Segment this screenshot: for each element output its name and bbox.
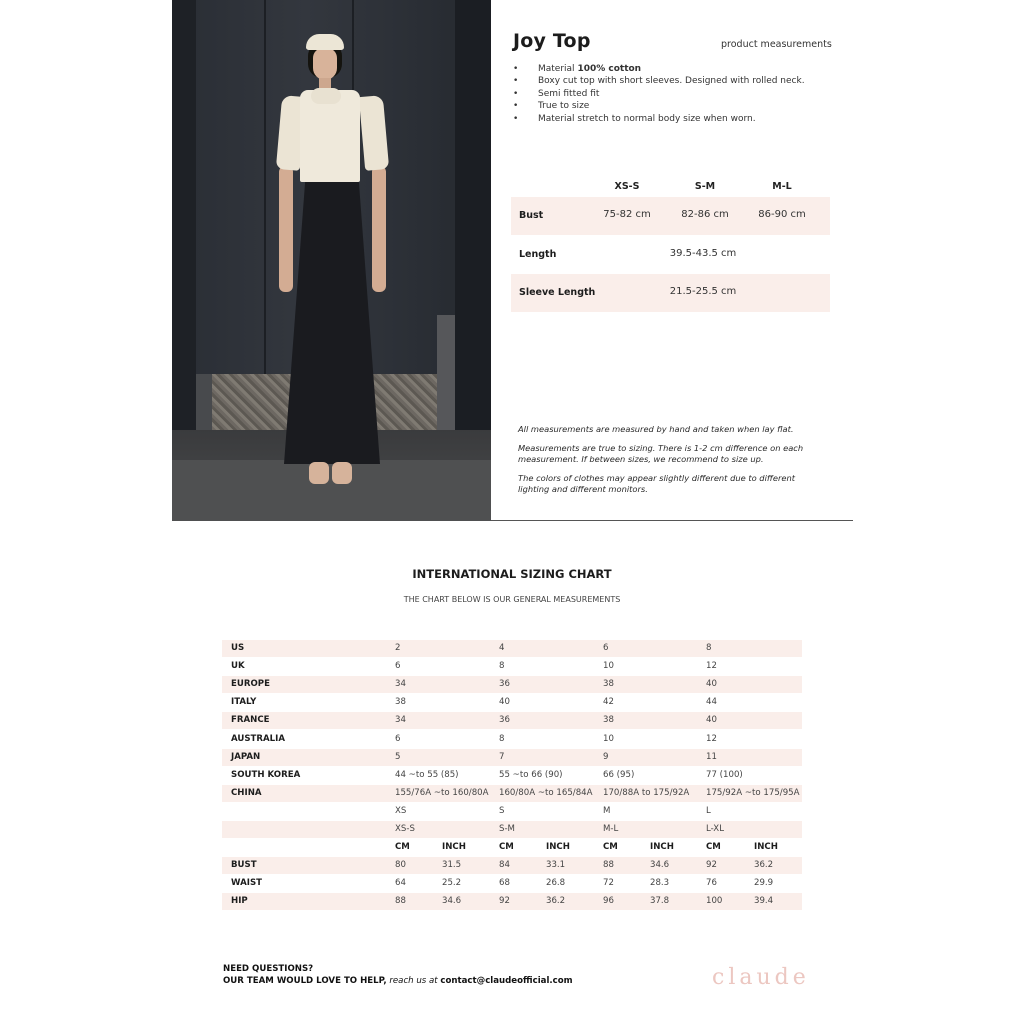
measure-cell: 33.1 <box>546 860 566 871</box>
size-cell: 11 <box>706 751 717 762</box>
size-row <box>222 767 802 784</box>
intl-chart-title: INTERNATIONAL SIZING CHART <box>412 567 612 581</box>
body-measure-row <box>222 893 802 910</box>
size-cell: 2 <box>395 643 401 653</box>
size-cell: 8 <box>499 733 505 744</box>
sleeve-value: 21.5-25.5 cm <box>669 286 737 297</box>
sandal <box>332 462 352 484</box>
size-cell: 36 <box>499 679 510 690</box>
size-cell: 44 ~to 55 (85) <box>395 769 459 780</box>
size-cell: 12 <box>706 733 717 744</box>
measure-cell: 72 <box>603 878 614 889</box>
feature-item: • Semi fitted fit <box>513 88 843 100</box>
unit-header: INCH <box>442 842 466 853</box>
size-cell: 6 <box>395 661 401 672</box>
intl-chart-subtitle: THE CHART BELOW IS OUR GENERAL MEASUREMENTS <box>403 595 621 604</box>
size-cell: 7 <box>499 751 505 762</box>
row-label: BUST <box>231 860 257 871</box>
size-cell: 36 <box>499 715 510 726</box>
row-label: UK <box>231 661 245 672</box>
measure-cell: 26.8 <box>546 878 566 889</box>
unit-header: CM <box>499 842 514 853</box>
row-label: Length <box>519 249 557 260</box>
size-cell: 40 <box>706 715 717 726</box>
size-cell: 77 (100) <box>706 769 743 780</box>
size-cell: 160/80A ~to 165/84A <box>499 787 593 798</box>
size-cell: 170/88A to 175/92A <box>603 787 690 798</box>
unit-header-row <box>222 839 802 856</box>
size-cell: L-XL <box>706 824 724 834</box>
size-row <box>222 676 802 693</box>
feature-list <box>513 63 843 125</box>
row-label: WAIST <box>231 878 262 889</box>
size-cell: 5 <box>395 751 401 762</box>
measure-cell: 64 <box>395 878 406 889</box>
size-cell: 9 <box>603 751 609 762</box>
measure-cell: 37.8 <box>650 896 670 907</box>
size-cell: 10 <box>603 733 614 744</box>
measure-cell: 80 <box>395 860 406 871</box>
model-photo <box>172 0 491 521</box>
size-row <box>222 821 802 838</box>
unit-header: INCH <box>754 842 778 853</box>
bust-value: 75-82 cm <box>603 209 651 220</box>
measure-cell: 76 <box>706 878 717 889</box>
size-cell: 38 <box>395 697 406 708</box>
unit-header: CM <box>395 842 410 853</box>
measure-cell: 25.2 <box>442 878 462 889</box>
measure-cell: 39.4 <box>754 896 774 907</box>
size-cell: L <box>706 805 711 816</box>
size-cell: XS-S <box>395 824 415 834</box>
size-row <box>222 731 802 748</box>
size-cell: 55 ~to 66 (90) <box>499 769 563 780</box>
size-row <box>222 749 802 766</box>
size-cell: 8 <box>706 643 712 653</box>
measure-cell: 68 <box>499 878 510 889</box>
arm <box>279 166 293 292</box>
unit-header: INCH <box>650 842 674 853</box>
row-label: EUROPE <box>231 679 270 690</box>
measure-cell: 100 <box>706 896 723 907</box>
size-cell: 42 <box>603 697 614 708</box>
body-measure-row <box>222 875 802 892</box>
row-label: HIP <box>231 896 248 907</box>
row-label: ITALY <box>231 697 257 708</box>
size-cell: 40 <box>706 679 717 690</box>
headband <box>306 34 344 50</box>
measure-cell: 92 <box>499 896 510 907</box>
size-cell: S <box>499 805 505 816</box>
note: The colors of clothes may appear slightly different due to different lighting and different monitors. <box>518 473 795 494</box>
unit-header: CM <box>706 842 721 853</box>
feature-item: • Material stretch to normal body size when worn. <box>513 113 843 125</box>
pillar-right <box>455 0 491 462</box>
size-cell: 4 <box>499 643 505 653</box>
bust-value: 86-90 cm <box>758 209 806 220</box>
feature-item: • Material 100% cotton <box>513 63 843 75</box>
row-label: Bust <box>519 210 544 221</box>
measure-cell: 28.3 <box>650 878 670 889</box>
row-label: CHINA <box>231 787 262 798</box>
size-cell: 38 <box>603 679 614 690</box>
unit-header: INCH <box>546 842 570 853</box>
measure-cell: 88 <box>395 896 406 907</box>
measure-cell: 92 <box>706 860 717 871</box>
size-cell: 34 <box>395 679 406 690</box>
rolled-collar <box>311 88 341 104</box>
product-subtitle: product measurements <box>721 39 832 50</box>
measure-cell: 31.5 <box>442 860 462 871</box>
size-row <box>222 640 802 657</box>
measure-cell: 36.2 <box>546 896 566 907</box>
product-title: Joy Top <box>513 30 591 52</box>
size-cell: 10 <box>603 661 614 672</box>
contact-heading: NEED QUESTIONS? <box>223 964 314 974</box>
arm <box>372 166 386 292</box>
size-row <box>222 658 802 675</box>
sandal <box>309 462 329 484</box>
feature-item: • True to size <box>513 100 843 112</box>
pillar-left <box>172 0 196 462</box>
size-cell: 8 <box>499 661 505 672</box>
measure-cell: 96 <box>603 896 614 907</box>
row-label: US <box>231 643 245 653</box>
size-cell: S-M <box>499 824 515 834</box>
row-label: AUSTRALIA <box>231 733 286 744</box>
notes <box>518 424 818 503</box>
bust-value: 82-86 cm <box>681 209 729 220</box>
row-label: Sleeve Length <box>519 287 596 298</box>
body-measure-row <box>222 857 802 874</box>
contact-note <box>223 963 573 987</box>
bust-row <box>511 197 830 235</box>
size-row <box>222 712 802 729</box>
measure-cell: 34.6 <box>442 896 462 907</box>
size-header: XS-S <box>614 181 640 192</box>
size-header: M-L <box>772 181 792 192</box>
length-row <box>511 236 830 274</box>
row-label: SOUTH KOREA <box>231 769 301 780</box>
size-cell: M-L <box>603 824 619 834</box>
size-cell: 6 <box>603 643 609 653</box>
size-cell: 40 <box>499 697 510 708</box>
measure-cell: 84 <box>499 860 510 871</box>
size-cell: 12 <box>706 661 717 672</box>
feature-item: • Boxy cut top with short sleeves. Designed with rolled neck. <box>513 75 843 87</box>
measure-cell: 88 <box>603 860 614 871</box>
unit-header: CM <box>603 842 618 853</box>
face <box>313 48 337 80</box>
note: All measurements are measured by hand and taken when lay flat. <box>518 424 794 434</box>
size-row <box>222 694 802 711</box>
row-label: JAPAN <box>231 751 261 762</box>
size-cell: 34 <box>395 715 406 726</box>
size-cell: 38 <box>603 715 614 726</box>
size-cell: M <box>603 805 611 816</box>
contact-email[interactable]: contact@claudeofficial.com <box>440 976 573 986</box>
measure-cell: 36.2 <box>754 860 774 871</box>
size-header: S-M <box>694 181 716 192</box>
contact-line-plain: reach us at <box>386 976 441 986</box>
size-cell: 44 <box>706 697 717 708</box>
size-cell: 155/76A ~to 160/80A <box>395 787 489 798</box>
size-row <box>222 785 802 802</box>
measure-cell: 34.6 <box>650 860 670 871</box>
contact-line: OUR TEAM WOULD LOVE TO HELP, <box>223 976 387 986</box>
divider <box>491 520 853 521</box>
measure-cell: 29.9 <box>754 878 774 889</box>
note: Measurements are true to sizing. There is 1-2 cm difference on each measurement. If between sizes, we recommend to size up. <box>518 443 804 464</box>
brand-logo: claude <box>712 965 810 990</box>
sleeve-row <box>511 274 830 312</box>
length-value: 39.5-43.5 cm <box>669 248 737 259</box>
size-row <box>222 803 802 820</box>
size-cell: 66 (95) <box>603 769 635 780</box>
row-label: FRANCE <box>231 715 270 726</box>
size-cell: 175/92A ~to 175/95A <box>706 787 800 798</box>
size-cell: 6 <box>395 733 401 744</box>
size-cell: XS <box>395 805 407 816</box>
